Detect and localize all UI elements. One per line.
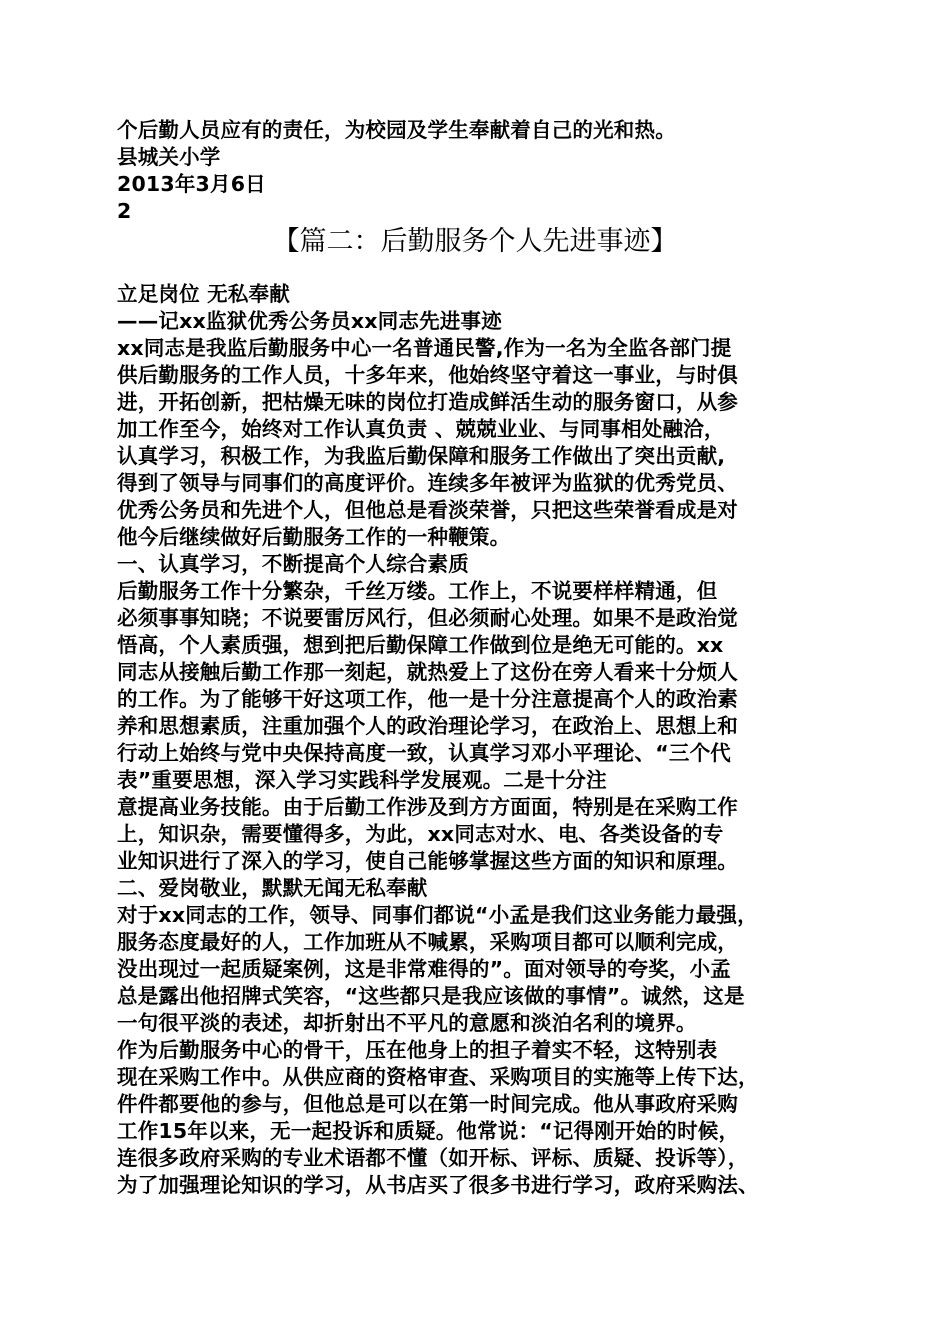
text-line: 得到了领导与同事们的高度评价。连续多年被评为监狱的优秀党员、 bbox=[117, 471, 738, 495]
text-line: 同志从接触后勤工作那一刻起，就热爱上了这份在旁人看来十分烦人 bbox=[117, 660, 738, 684]
text-line: 现在采购工作中。从供应商的资格审查、采购项目的实施等上传下达， bbox=[117, 1065, 759, 1089]
text-line: 上，知识杂，需要懂得多，为此，xx同志对水、电、各类设备的专 bbox=[117, 822, 724, 846]
text-line: 悟高，个人素质强，想到把后勤保障工作做到位是绝无可能的。xx bbox=[117, 633, 724, 657]
text-line: 行动上始终与党中央保持高度一致，认真学习邓小平理论、“三个代 bbox=[117, 741, 731, 765]
text-line: 总是露出他招牌式笑容，“这些都只是我应该做的事情”。诚然，这是 bbox=[117, 984, 745, 1008]
text-line: 表”重要思想，深入学习实践科学发展观。二是十分注 bbox=[117, 768, 607, 792]
text-line: xx同志是我监后勤服务中心一名普通民警,作为一名为全监各部门提 bbox=[117, 336, 732, 360]
subtitle: ——记xx监狱优秀公务员xx同志先进事迹 bbox=[117, 309, 502, 333]
text-line: 的工作。为了能够干好这项工作，他一是十分注意提高个人的政治素 bbox=[117, 687, 738, 711]
text-line: 县城关小学 bbox=[117, 145, 221, 169]
text-line: 他今后继续做好后勤服务工作的一种鞭策。 bbox=[117, 525, 511, 549]
subtitle: 立足岗位 无私奉献 bbox=[117, 282, 290, 306]
text-line: 对于xx同志的工作，领导、同事们都说“小孟是我们这业务能力最强， bbox=[117, 903, 758, 927]
section-heading: 一、认真学习，不断提高个人综合素质 bbox=[117, 552, 469, 576]
text-line: 供后勤服务的工作人员，十多年来，他始终坚守着这一事业，与时俱 bbox=[117, 363, 738, 387]
text-line: 优秀公务员和先进个人，但他总是看淡荣誉，只把这些荣誉看成是对 bbox=[117, 498, 738, 522]
text-line: 认真学习，积极工作，为我监后勤保障和服务工作做出了突出贡献, bbox=[117, 444, 726, 468]
text-line: 意提高业务技能。由于后勤工作涉及到方方面面，特别是在采购工作 bbox=[117, 795, 738, 819]
text-line: 业知识进行了深入的学习，使自己能够掌握这些方面的知识和原理。 bbox=[117, 849, 738, 873]
text-line: 为了加强理论知识的学习，从书店买了很多书进行学习，政府采购法、 bbox=[117, 1173, 759, 1197]
section-heading: 二、爱岗敬业，默默无闻无私奉献 bbox=[117, 876, 428, 900]
text-line: 必须事事知晓；不说要雷厉风行，但必须耐心处理。如果不是政治觉 bbox=[117, 606, 738, 630]
text-line: 件件都要他的参与，但他总是可以在第一时间完成。他从事政府采购 bbox=[117, 1092, 738, 1116]
text-line: 个后勤人员应有的责任，为校园及学生奉献着自己的光和热。 bbox=[117, 118, 676, 142]
text-line: 养和思想素质，注重加强个人的政治理论学习，在政治上、思想上和 bbox=[117, 714, 738, 738]
text-line: 没出现过一起质疑案例，这是非常难得的”。面对领导的夸奖，小孟 bbox=[117, 957, 731, 981]
text-line: 作为后勤服务中心的骨干，压在他身上的担子着实不轻，这特别表 bbox=[117, 1038, 718, 1062]
text-line: 连很多政府采购的专业术语都不懂（如开标、评标、质疑、投诉等）， bbox=[117, 1146, 749, 1170]
text-line: 服务态度最好的人，工作加班从不喊累，采购项目都可以顺利完成， bbox=[117, 930, 738, 954]
text-line: 进，开拓创新，把枯燥无味的岗位打造成鲜活生动的服务窗口，从参 bbox=[117, 390, 738, 414]
text-line: 一句很平淡的表述，却折射出不平凡的意愿和淡泊名利的境界。 bbox=[117, 1011, 697, 1035]
section-title: 【篇二：后勤服务个人先进事迹】 bbox=[272, 226, 678, 257]
text-line: 加工作至今，始终对工作认真负责 、兢兢业业、与同事相处融洽， bbox=[117, 417, 725, 441]
text-line: 工作15年以来，无一起投诉和质疑。他常说：“记得刚开始的时候， bbox=[117, 1119, 740, 1143]
page-number: 2 bbox=[117, 199, 132, 223]
text-line: 2013年3月6日 bbox=[117, 172, 266, 196]
text-line: 后勤服务工作十分繁杂，千丝万缕。工作上，不说要样样精通，但 bbox=[117, 579, 718, 603]
